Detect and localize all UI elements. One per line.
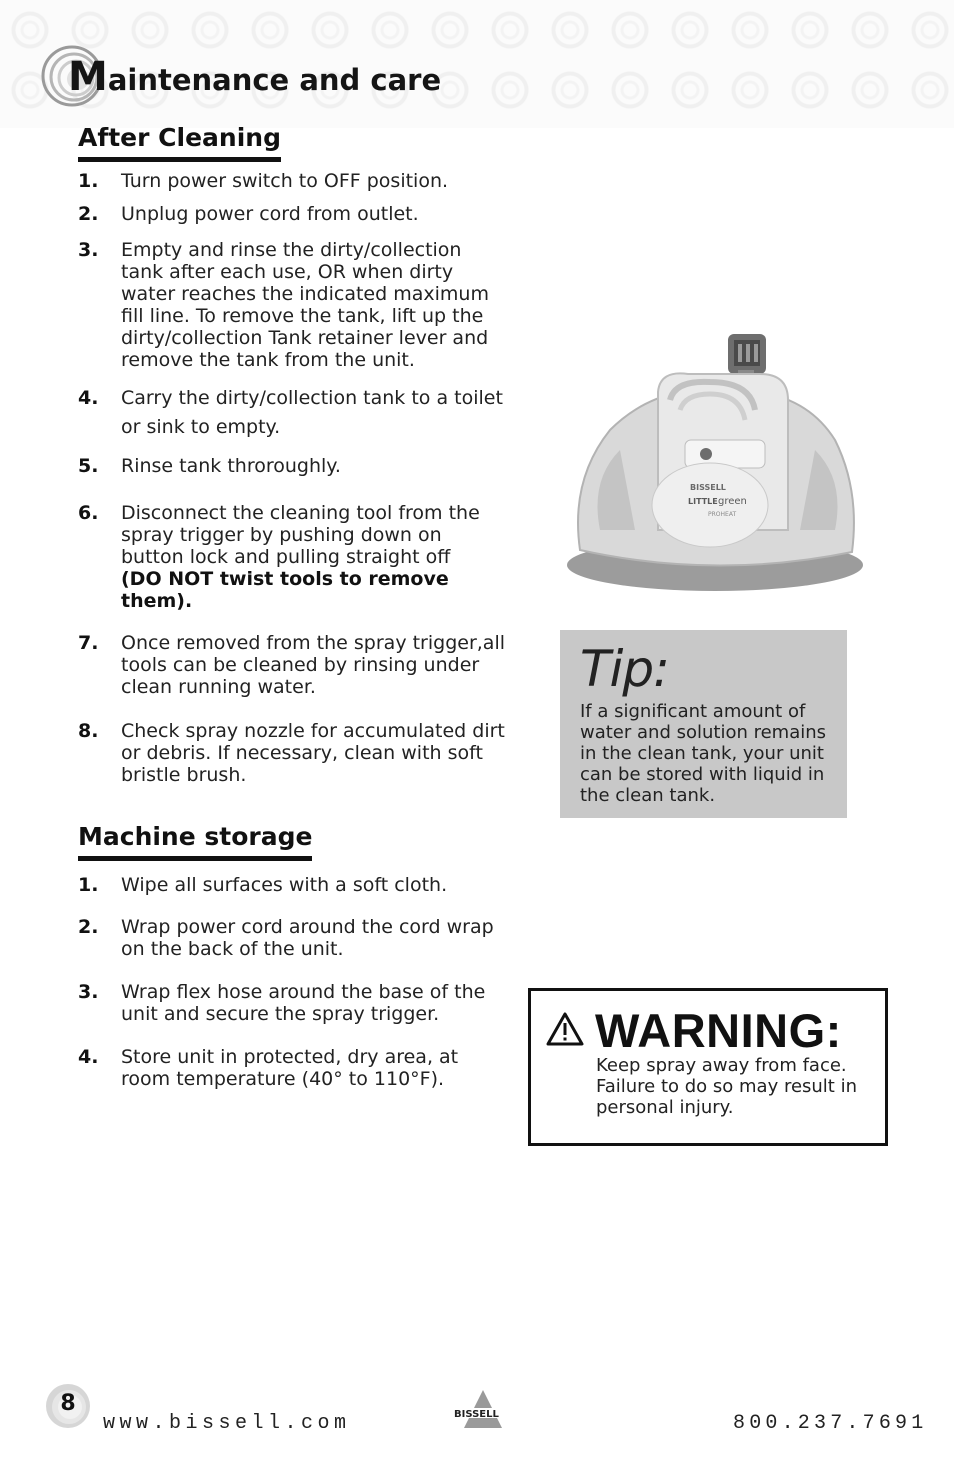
svg-text:BISSELL: BISSELL (690, 483, 726, 492)
svg-text:PROHEAT: PROHEAT (708, 511, 737, 518)
tip-text: If a significant amount of water and solution remains in the clean tank, your unit can be stored with liquid in the clean tank. (580, 701, 827, 806)
footer-phone: 800.237.7691 (733, 1412, 928, 1435)
list-item: 2. Wrap power cord around the cord wrap on the back of the unit. (78, 916, 494, 960)
warning-triangle-icon (545, 1011, 585, 1047)
bissell-logo (452, 1388, 514, 1434)
list-item: 5. Rinse tank throroughly. (78, 455, 341, 477)
list-item: 7. Once removed from the spray trigger,all tools can be cleaned by rinsing under clean running water. (78, 632, 505, 698)
list-item: 1. Turn power switch to OFF position. (78, 170, 449, 192)
list-item: 1. Wipe all surfaces with a soft cloth. (78, 874, 448, 896)
list-item: 3. Empty and rinse the dirty/collection tank after each use, OR when dirty water reaches the indicated maximum fill line. To remove the tank, lift up the dirty/collection Tank retainer lever and remove the tank from the unit. (78, 239, 489, 371)
footer-url[interactable]: www.bissell.com (103, 1412, 351, 1435)
warning-title: WARNING: (595, 1004, 842, 1057)
machine-storage-heading: Machine storage (78, 822, 312, 861)
svg-text:BISSELL: BISSELL (454, 1409, 499, 1420)
warning-text: Keep spray away from face. Failure to do so may result in personal injury. (596, 1055, 857, 1118)
after-cleaning-heading: After Cleaning (78, 123, 281, 162)
page-number: 8 (60, 1391, 76, 1416)
warning-box (528, 988, 888, 1146)
list-item: 2. Unplug power cord from outlet. (78, 203, 419, 225)
list-item: 4. Store unit in protected, dry area, at room temperature (40° to 110°F). (78, 1046, 459, 1090)
tip-box (560, 630, 847, 818)
list-item: 4. Carry the dirty/collection tank to a toilet or sink to empty. (78, 387, 503, 438)
tip-title: Tip: (580, 640, 670, 698)
list-item: 8. Check spray nozzle for accumulated dirt or debris. If necessary, clean with soft bristle brush. (78, 720, 505, 786)
svg-text:LITTLE: LITTLE (688, 497, 718, 506)
list-item: 3. Wrap flex hose around the base of the unit and secure the spray trigger. (78, 981, 486, 1025)
svg-text:green: green (718, 496, 747, 507)
page-title: Maintenance and care (68, 54, 442, 100)
list-item: 6. Disconnect the cleaning tool from the spray trigger by pushing down on button lock and pulling straight off (DO NOT twist tools to remove them). (78, 502, 480, 612)
product-illustration (560, 330, 870, 592)
